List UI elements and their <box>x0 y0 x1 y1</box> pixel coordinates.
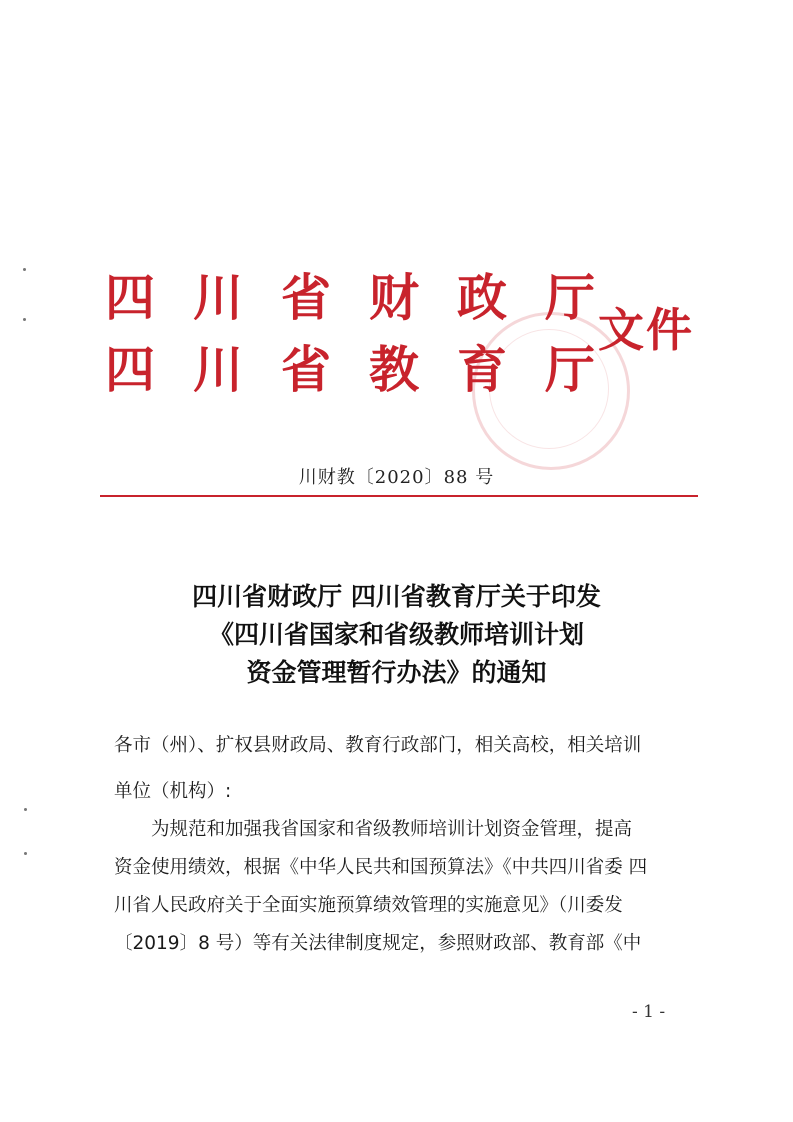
scan-speck <box>23 318 26 321</box>
body-line: 为规范和加强我省国家和省级教师培训计划资金管理，提高 <box>114 819 633 840</box>
title-line-3: 资金管理暂行办法》的通知 <box>246 658 547 687</box>
scan-speck <box>24 808 27 811</box>
org-char: 省 <box>281 340 331 399</box>
issuing-org-line-1 <box>105 268 595 328</box>
body-line: 资金使用绩效，根据《中华人民共和国预算法》《中共四川省委 四 <box>114 857 648 878</box>
title-line-1: 四川省财政厅 四川省教育厅关于印发 <box>192 582 601 611</box>
org-char: 厅 <box>545 340 595 399</box>
org-char: 省 <box>281 268 331 327</box>
scan-speck <box>24 852 27 855</box>
body-line: 各市（州）、扩权县财政局、教育行政部门，相关高校，相关培训 <box>114 735 642 756</box>
org-char: 四 <box>105 340 155 399</box>
org-char: 四 <box>105 268 155 327</box>
document-type-label: 文件 <box>598 303 694 357</box>
body-line: 川省人民政府关于全面实施预算绩效管理的实施意见》（川委发 <box>114 895 623 916</box>
scan-speck <box>23 268 26 271</box>
body-line: 单位（机构）: <box>114 781 232 802</box>
org-char: 财 <box>369 268 419 327</box>
org-char: 川 <box>193 268 243 327</box>
title-line-2: 《四川省国家和省级教师培训计划 <box>208 620 584 649</box>
document-number: 川财教〔2020〕88 号 <box>298 467 495 488</box>
org-char: 川 <box>193 340 243 399</box>
red-separator-rule <box>100 495 698 497</box>
org-char: 政 <box>457 268 507 327</box>
org-char: 教 <box>369 340 419 399</box>
body-line: 〔2019〕8 号）等有关法律制度规定，参照财政部、教育部《中 <box>114 933 642 954</box>
org-char: 厅 <box>545 268 595 327</box>
page-number: - 1 - <box>632 1002 666 1022</box>
org-char: 育 <box>457 340 507 399</box>
issuing-org-line-2 <box>105 340 595 400</box>
